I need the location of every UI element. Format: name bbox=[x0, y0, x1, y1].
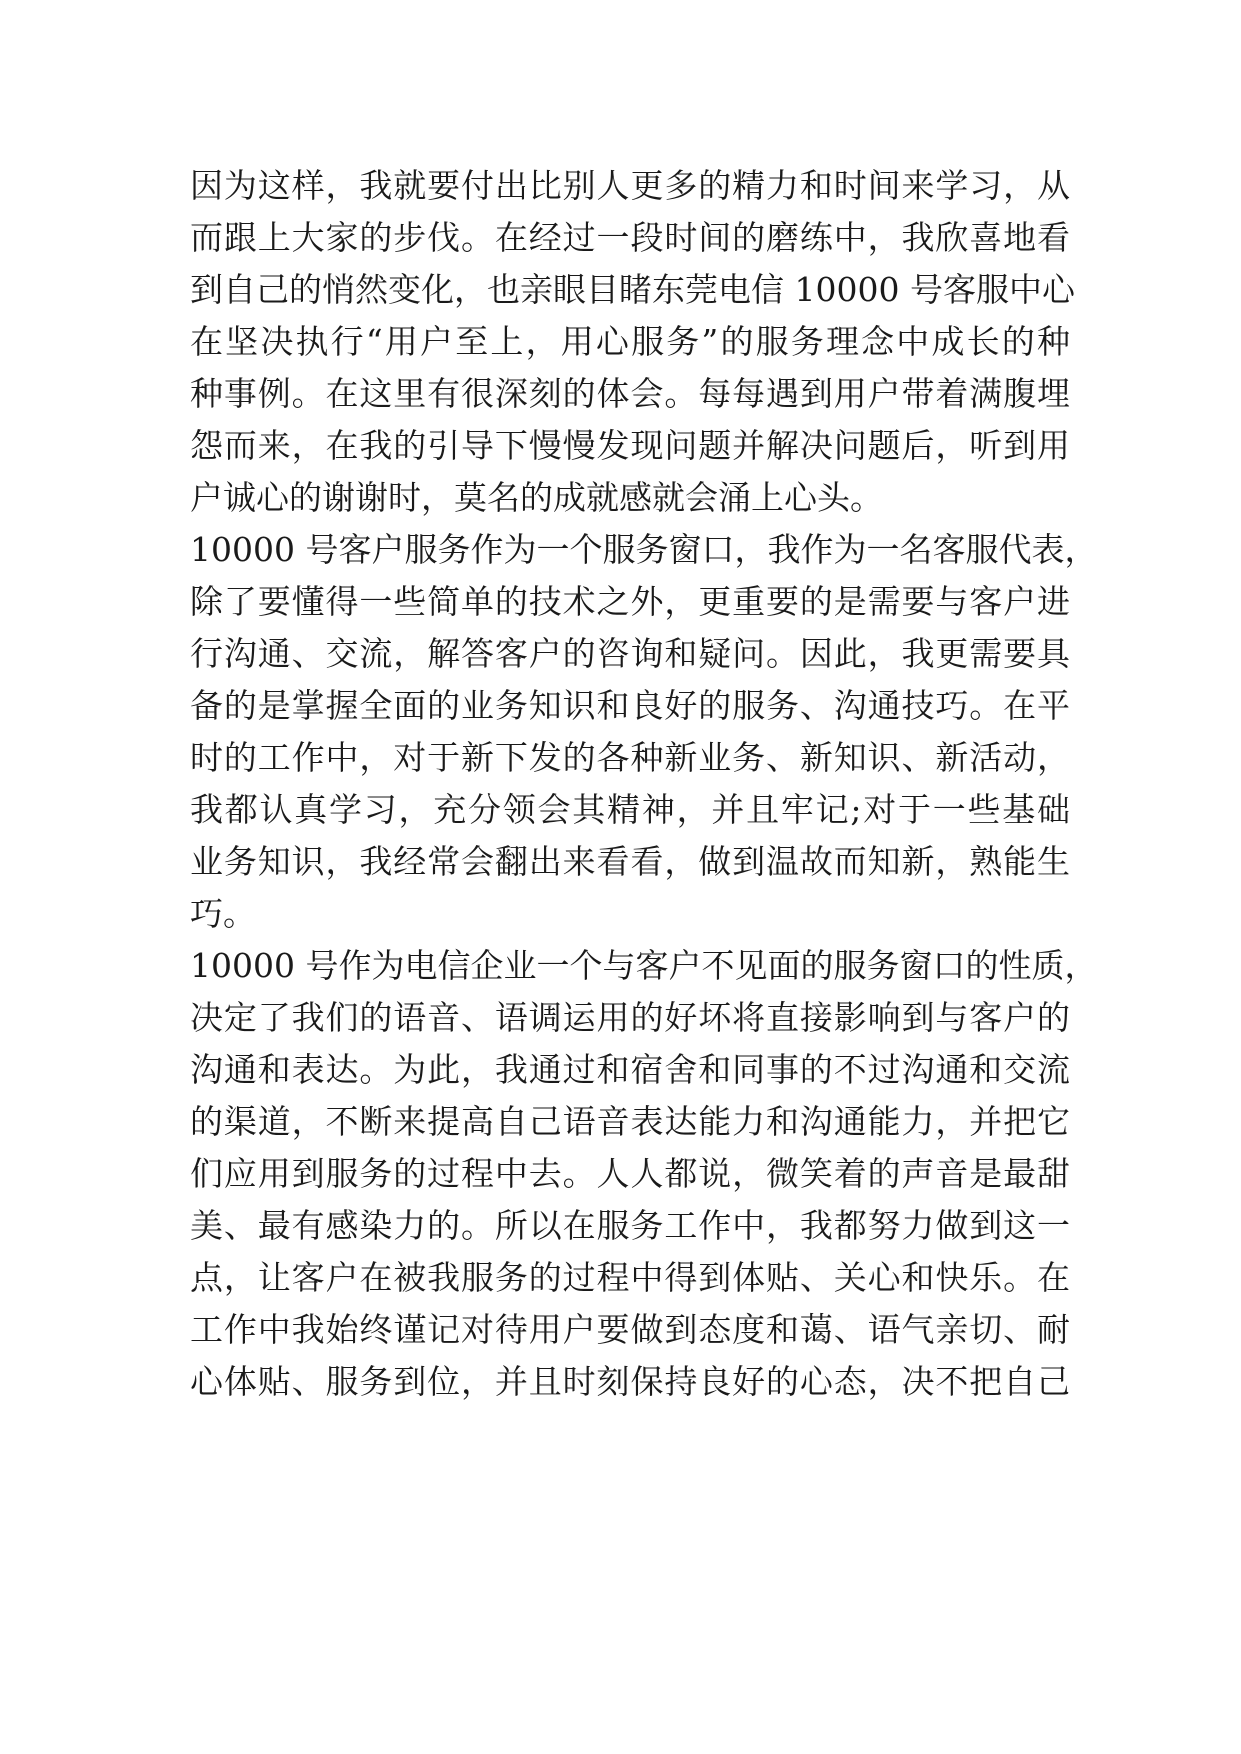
text-line: 的渠道，不断来提高自己语音表达能力和沟通能力，并把它 bbox=[190, 1102, 1070, 1141]
text-line: 决定了我们的语音、语调运用的好坏将直接影响到与客户的 bbox=[190, 998, 1070, 1037]
text-line: 10000 号作为电信企业一个与客户不见面的服务窗口的性质， bbox=[190, 946, 1098, 985]
text-line: 行沟通、交流，解答客户的咨询和疑问。因此，我更需要具 bbox=[190, 634, 1070, 673]
text-line: 巧。 bbox=[190, 894, 256, 933]
text-line: 我都认真学习，充分领会其精神，并且牢记;对于一些基础 bbox=[190, 790, 1070, 829]
body-text bbox=[190, 160, 1098, 1408]
text-line: 而跟上大家的步伐。在经过一段时间的磨练中，我欣喜地看 bbox=[190, 218, 1070, 257]
text-line: 10000 号客户服务作为一个服务窗口，我作为一名客服代表， bbox=[190, 530, 1098, 569]
text-line: 点，让客户在被我服务的过程中得到体贴、关心和快乐。在 bbox=[190, 1258, 1070, 1297]
text-line: 工作中我始终谨记对待用户要做到态度和蔼、语气亲切、耐 bbox=[190, 1310, 1070, 1349]
text-line: 在坚决执行“用户至上，用心服务”的服务理念中成长的种 bbox=[190, 322, 1070, 361]
text-line: 到自己的悄然变化，也亲眼目睹东莞电信 10000 号客服中心 bbox=[190, 270, 1075, 309]
text-line: 户诚心的谢谢时，莫名的成就感就会涌上心头。 bbox=[190, 478, 883, 517]
text-line: 时的工作中，对于新下发的各种新业务、新知识、新活动， bbox=[190, 738, 1070, 777]
text-line: 业务知识，我经常会翻出来看看，做到温故而知新，熟能生 bbox=[190, 842, 1070, 881]
text-line: 们应用到服务的过程中去。人人都说，微笑着的声音是最甜 bbox=[190, 1154, 1070, 1193]
text-line: 沟通和表达。为此，我通过和宿舍和同事的不过沟通和交流 bbox=[190, 1050, 1070, 1089]
text-line: 除了要懂得一些简单的技术之外，更重要的是需要与客户进 bbox=[190, 582, 1070, 621]
text-line: 备的是掌握全面的业务知识和良好的服务、沟通技巧。在平 bbox=[190, 686, 1070, 725]
text-line: 心体贴、服务到位，并且时刻保持良好的心态，决不把自己 bbox=[190, 1362, 1070, 1401]
text-line: 种事例。在这里有很深刻的体会。每每遇到用户带着满腹埋 bbox=[190, 374, 1070, 413]
text-line: 美、最有感染力的。所以在服务工作中，我都努力做到这一 bbox=[190, 1206, 1070, 1245]
text-line: 怨而来，在我的引导下慢慢发现问题并解决问题后，听到用 bbox=[190, 426, 1070, 465]
text-line: 因为这样，我就要付出比别人更多的精力和时间来学习，从 bbox=[190, 166, 1070, 205]
